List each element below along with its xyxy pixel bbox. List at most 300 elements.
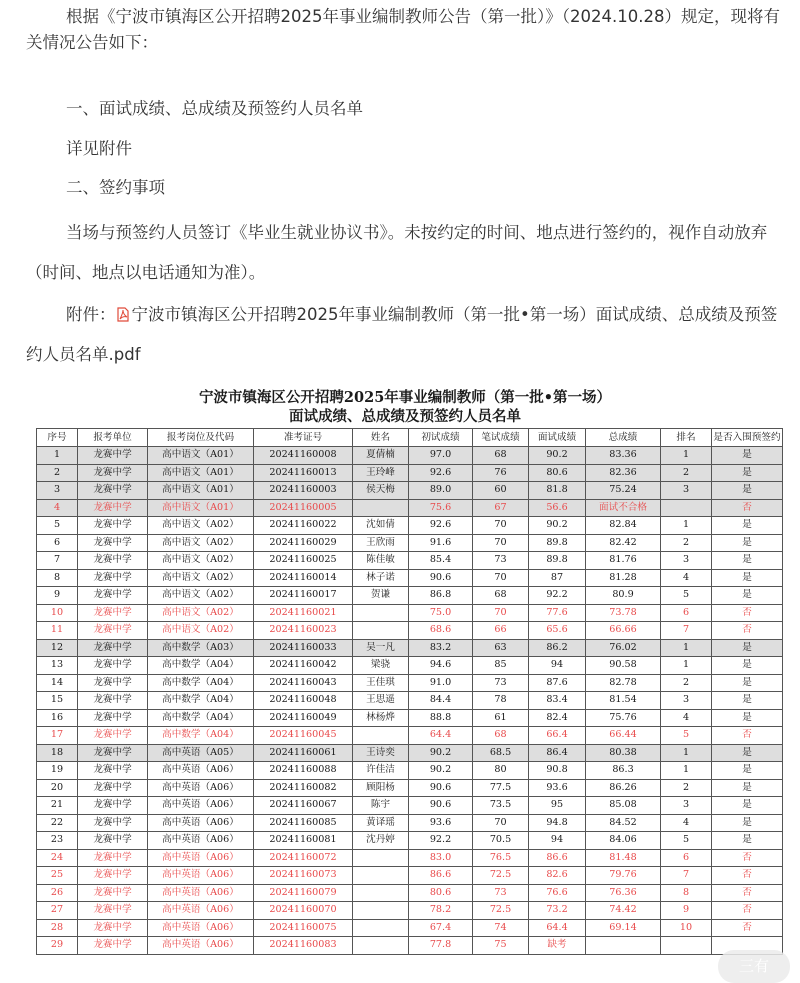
table-cell xyxy=(353,919,409,937)
table-cell: 是 xyxy=(712,692,783,710)
table-cell: 龙赛中学 xyxy=(78,762,148,780)
table-cell: 高中英语（A06） xyxy=(148,884,254,902)
table-cell: 83.36 xyxy=(586,447,661,465)
attachment-paragraph xyxy=(26,295,780,375)
table-cell: 高中英语（A06） xyxy=(148,919,254,937)
table-cell: 92.2 xyxy=(529,587,586,605)
table-cell: 龙赛中学 xyxy=(78,919,148,937)
table-cell: 4 xyxy=(661,709,712,727)
table-cell: 90.8 xyxy=(529,762,586,780)
table-row xyxy=(37,517,783,535)
table-cell: 86.2 xyxy=(529,639,586,657)
table-cell: 80.6 xyxy=(529,464,586,482)
table-cell: 6 xyxy=(661,604,712,622)
table-cell: 否 xyxy=(712,727,783,745)
table-cell: 69.14 xyxy=(586,919,661,937)
table-cell: 64.4 xyxy=(409,727,473,745)
table-cell: 91.0 xyxy=(409,674,473,692)
column-header: 面试成绩 xyxy=(529,429,586,447)
table-cell: 91.6 xyxy=(409,534,473,552)
table-cell: 高中数学（A04） xyxy=(148,709,254,727)
table-cell: 73.5 xyxy=(473,797,529,815)
table-cell: 81.8 xyxy=(529,482,586,500)
table-row xyxy=(37,779,783,797)
table-cell: 90.2 xyxy=(529,517,586,535)
table-cell: 70 xyxy=(473,569,529,587)
table-cell: 20241160073 xyxy=(254,867,353,885)
watermark: 三有 xyxy=(718,950,790,983)
table-cell: 73 xyxy=(473,884,529,902)
table-cell: 3 xyxy=(661,692,712,710)
table-row xyxy=(37,604,783,622)
table-cell: 20241160067 xyxy=(254,797,353,815)
table-cell: 龙赛中学 xyxy=(78,884,148,902)
table-cell xyxy=(353,499,409,517)
column-header: 总成绩 xyxy=(586,429,661,447)
table-cell: 高中英语（A06） xyxy=(148,867,254,885)
table-row xyxy=(37,447,783,465)
table-cell: 龙赛中学 xyxy=(78,849,148,867)
table-row xyxy=(37,639,783,657)
table-cell: 76.5 xyxy=(473,849,529,867)
table-row xyxy=(37,919,783,937)
document-subtitle: 面试成绩、总成绩及预签约人员名单 xyxy=(289,408,521,425)
table-cell: 16 xyxy=(37,709,78,727)
table-row xyxy=(37,867,783,885)
table-row xyxy=(37,464,783,482)
section-heading-2: 二、签约事项 xyxy=(66,178,165,197)
column-header: 排名 xyxy=(661,429,712,447)
column-header: 报考单位 xyxy=(78,429,148,447)
table-cell: 81.76 xyxy=(586,552,661,570)
table-cell: 2 xyxy=(661,674,712,692)
table-cell: 高中英语（A06） xyxy=(148,832,254,850)
table-row xyxy=(37,744,783,762)
table-cell: 86.8 xyxy=(409,587,473,605)
table-cell xyxy=(353,604,409,622)
table-cell: 是 xyxy=(712,779,783,797)
table-cell: 64.4 xyxy=(529,919,586,937)
table-cell: 83.2 xyxy=(409,639,473,657)
table-row xyxy=(37,657,783,675)
table-cell: 20241160061 xyxy=(254,744,353,762)
table-cell: 63 xyxy=(473,639,529,657)
table-cell: 94 xyxy=(529,657,586,675)
intro-paragraph: 根据《宁波市镇海区公开招聘2025年事业编制教师公告（第一批）》（2024.10.28）规定，现将有关情况公告如下： xyxy=(26,7,780,52)
table-cell: 90.2 xyxy=(529,447,586,465)
table-cell: 9 xyxy=(37,587,78,605)
table-cell: 龙赛中学 xyxy=(78,657,148,675)
table-cell: 20241160070 xyxy=(254,902,353,920)
table-cell: 66 xyxy=(473,622,529,640)
details-paragraph: 详见附件 xyxy=(66,139,132,158)
table-cell: 是 xyxy=(712,569,783,587)
table-cell: 90.6 xyxy=(409,779,473,797)
table-cell: 是 xyxy=(712,744,783,762)
table-cell: 龙赛中学 xyxy=(78,552,148,570)
table-cell: 夏倩楠 xyxy=(353,447,409,465)
table-row xyxy=(37,534,783,552)
table-cell: 1 xyxy=(661,762,712,780)
table-row xyxy=(37,482,783,500)
table-cell: 5 xyxy=(661,832,712,850)
table-cell: 73.78 xyxy=(586,604,661,622)
table-cell: 是 xyxy=(712,674,783,692)
table-cell: 84.4 xyxy=(409,692,473,710)
table-cell: 7 xyxy=(37,552,78,570)
table-cell: 90.2 xyxy=(409,762,473,780)
table-cell: 66.4 xyxy=(529,727,586,745)
table-cell: 20241160048 xyxy=(254,692,353,710)
table-cell: 66.44 xyxy=(586,727,661,745)
table-cell: 20241160008 xyxy=(254,447,353,465)
table-cell: 8 xyxy=(37,569,78,587)
table-cell: 王玲峰 xyxy=(353,464,409,482)
table-cell: 龙赛中学 xyxy=(78,727,148,745)
table-cell: 20 xyxy=(37,779,78,797)
table-cell: 20241160005 xyxy=(254,499,353,517)
table-cell: 14 xyxy=(37,674,78,692)
table-cell: 是 xyxy=(712,832,783,850)
table-cell: 高中数学（A04） xyxy=(148,657,254,675)
attachment-pdf-link[interactable]: 宁波市镇海区公开招聘2025年事业编制教师（第一批•第一场）面试成绩、总成绩及预签约人员名单.pdf xyxy=(26,305,778,364)
table-cell: 26 xyxy=(37,884,78,902)
table-row xyxy=(37,902,783,920)
table-cell: 是 xyxy=(712,464,783,482)
table-cell: 龙赛中学 xyxy=(78,692,148,710)
table-cell: 1 xyxy=(661,447,712,465)
table-cell: 林子诺 xyxy=(353,569,409,587)
table-cell: 20241160014 xyxy=(254,569,353,587)
table-cell: 黄译瑶 xyxy=(353,814,409,832)
table-row xyxy=(37,674,783,692)
table-cell xyxy=(586,937,661,955)
table-cell: 75.6 xyxy=(409,499,473,517)
table-row xyxy=(37,569,783,587)
table-cell: 28 xyxy=(37,919,78,937)
table-cell: 84.52 xyxy=(586,814,661,832)
table-cell: 龙赛中学 xyxy=(78,797,148,815)
table-cell: 否 xyxy=(712,499,783,517)
table-row xyxy=(37,814,783,832)
table-cell: 缺考 xyxy=(529,937,586,955)
table-cell xyxy=(353,884,409,902)
table-cell: 74 xyxy=(473,919,529,937)
table-cell: 3 xyxy=(661,797,712,815)
table-cell: 70.5 xyxy=(473,832,529,850)
table-cell: 5 xyxy=(37,517,78,535)
table-cell: 龙赛中学 xyxy=(78,499,148,517)
table-cell: 66.66 xyxy=(586,622,661,640)
table-cell: 86.6 xyxy=(409,867,473,885)
table-cell: 5 xyxy=(661,587,712,605)
table-cell: 高中英语（A06） xyxy=(148,849,254,867)
table-row xyxy=(37,797,783,815)
table-cell: 高中语文（A01） xyxy=(148,464,254,482)
table-cell: 3 xyxy=(661,482,712,500)
table-cell: 高中语文（A01） xyxy=(148,482,254,500)
table-cell: 76.36 xyxy=(586,884,661,902)
table-cell: 龙赛中学 xyxy=(78,832,148,850)
column-header: 姓名 xyxy=(353,429,409,447)
table-cell: 是 xyxy=(712,552,783,570)
table-row xyxy=(37,762,783,780)
table-cell: 6 xyxy=(661,849,712,867)
table-cell: 3 xyxy=(661,552,712,570)
table-cell: 74.42 xyxy=(586,902,661,920)
table-cell xyxy=(353,727,409,745)
table-cell: 82.6 xyxy=(529,867,586,885)
table-cell: 83.0 xyxy=(409,849,473,867)
table-cell: 20241160043 xyxy=(254,674,353,692)
table-body xyxy=(37,447,783,955)
table-cell: 高中数学（A04） xyxy=(148,727,254,745)
table-cell: 20241160085 xyxy=(254,814,353,832)
table-cell: 94 xyxy=(529,832,586,850)
table-cell: 20241160083 xyxy=(254,937,353,955)
table-cell: 高中英语（A06） xyxy=(148,779,254,797)
table-cell: 90.58 xyxy=(586,657,661,675)
table-cell: 龙赛中学 xyxy=(78,447,148,465)
column-header: 准考证号 xyxy=(254,429,353,447)
table-cell: 10 xyxy=(661,919,712,937)
table-cell: 11 xyxy=(37,622,78,640)
table-cell: 82.42 xyxy=(586,534,661,552)
table-cell: 76 xyxy=(473,464,529,482)
table-cell: 82.36 xyxy=(586,464,661,482)
table-row xyxy=(37,832,783,850)
table-cell: 王欣雨 xyxy=(353,534,409,552)
table-cell: 梁骁 xyxy=(353,657,409,675)
table-cell: 75.24 xyxy=(586,482,661,500)
table-cell: 65.6 xyxy=(529,622,586,640)
table-cell: 2 xyxy=(661,534,712,552)
table-row xyxy=(37,552,783,570)
table-cell: 68 xyxy=(473,587,529,605)
table-cell: 否 xyxy=(712,604,783,622)
table-row xyxy=(37,884,783,902)
table-cell: 20241160088 xyxy=(254,762,353,780)
table-cell: 2 xyxy=(37,464,78,482)
table-cell: 90.2 xyxy=(409,744,473,762)
table-cell: 2 xyxy=(661,464,712,482)
table-cell: 龙赛中学 xyxy=(78,639,148,657)
table-cell: 高中英语（A06） xyxy=(148,814,254,832)
table-cell: 95 xyxy=(529,797,586,815)
column-header: 笔试成绩 xyxy=(473,429,529,447)
table-cell: 13 xyxy=(37,657,78,675)
table-cell: 陈宇 xyxy=(353,797,409,815)
table-cell: 81.28 xyxy=(586,569,661,587)
table-cell: 高中语文（A02） xyxy=(148,517,254,535)
table-cell: 高中语文（A02） xyxy=(148,604,254,622)
table-cell: 5 xyxy=(661,727,712,745)
table-cell: 10 xyxy=(37,604,78,622)
table-cell: 77.6 xyxy=(529,604,586,622)
table-cell: 81.48 xyxy=(586,849,661,867)
table-cell: 70 xyxy=(473,604,529,622)
table-cell: 68 xyxy=(473,727,529,745)
table-cell: 否 xyxy=(712,849,783,867)
table-cell: 86.6 xyxy=(529,849,586,867)
score-table xyxy=(36,428,783,955)
table-cell: 75.0 xyxy=(409,604,473,622)
table-cell: 78 xyxy=(473,692,529,710)
table-row xyxy=(37,849,783,867)
table-cell xyxy=(661,937,712,955)
table-cell: 72.5 xyxy=(473,902,529,920)
table-row xyxy=(37,727,783,745)
table-cell xyxy=(353,902,409,920)
table-cell: 8 xyxy=(661,884,712,902)
table-cell: 92.6 xyxy=(409,517,473,535)
table-cell: 龙赛中学 xyxy=(78,674,148,692)
table-cell: 89.8 xyxy=(529,534,586,552)
table-cell: 陈佳敏 xyxy=(353,552,409,570)
table-cell: 89.0 xyxy=(409,482,473,500)
table-cell: 龙赛中学 xyxy=(78,814,148,832)
table-cell: 76.02 xyxy=(586,639,661,657)
table-cell: 20241160045 xyxy=(254,727,353,745)
table-cell: 高中语文（A01） xyxy=(148,499,254,517)
table-cell: 龙赛中学 xyxy=(78,937,148,955)
table-cell: 20241160029 xyxy=(254,534,353,552)
table-cell: 24 xyxy=(37,849,78,867)
table-cell: 高中数学（A04） xyxy=(148,692,254,710)
table-cell: 94.8 xyxy=(529,814,586,832)
table-cell: 4 xyxy=(37,499,78,517)
table-cell: 68.5 xyxy=(473,744,529,762)
table-cell: 23 xyxy=(37,832,78,850)
table-cell: 王佳琪 xyxy=(353,674,409,692)
table-cell: 高中数学（A03） xyxy=(148,639,254,657)
table-cell: 89.8 xyxy=(529,552,586,570)
table-cell: 1 xyxy=(661,657,712,675)
table-cell: 20241160042 xyxy=(254,657,353,675)
table-cell: 侯天梅 xyxy=(353,482,409,500)
table-cell: 20241160081 xyxy=(254,832,353,850)
table-cell: 93.6 xyxy=(409,814,473,832)
table-cell: 龙赛中学 xyxy=(78,744,148,762)
table-cell: 高中英语（A06） xyxy=(148,937,254,955)
table-cell: 77.8 xyxy=(409,937,473,955)
document-title: 宁波市镇海区公开招聘2025年事业编制教师（第一批•第一场） xyxy=(198,389,612,406)
table-cell: 70 xyxy=(473,517,529,535)
table-cell: 是 xyxy=(712,797,783,815)
table-cell: 60 xyxy=(473,482,529,500)
table-cell: 61 xyxy=(473,709,529,727)
table-cell: 97.0 xyxy=(409,447,473,465)
table-cell: 6 xyxy=(37,534,78,552)
table-cell: 否 xyxy=(712,884,783,902)
table-cell: 56.6 xyxy=(529,499,586,517)
table-cell: 20241160022 xyxy=(254,517,353,535)
table-cell: 67.4 xyxy=(409,919,473,937)
table-cell: 12 xyxy=(37,639,78,657)
table-cell: 19 xyxy=(37,762,78,780)
table-cell: 是 xyxy=(712,762,783,780)
table-cell: 龙赛中学 xyxy=(78,867,148,885)
table-cell: 85.4 xyxy=(409,552,473,570)
table-cell: 20241160021 xyxy=(254,604,353,622)
table-cell: 94.6 xyxy=(409,657,473,675)
table-cell: 否 xyxy=(712,919,783,937)
table-cell: 86.3 xyxy=(586,762,661,780)
table-cell: 82.84 xyxy=(586,517,661,535)
table-cell: 1 xyxy=(661,744,712,762)
table-cell: 72.5 xyxy=(473,867,529,885)
table-cell: 龙赛中学 xyxy=(78,604,148,622)
table-cell: 4 xyxy=(661,569,712,587)
table-cell: 龙赛中学 xyxy=(78,587,148,605)
section-heading-1: 一、面试成绩、总成绩及预签约人员名单 xyxy=(66,99,363,118)
table-cell: 是 xyxy=(712,447,783,465)
table-cell: 贺谦 xyxy=(353,587,409,605)
table-cell: 70 xyxy=(473,534,529,552)
table-cell: 87 xyxy=(529,569,586,587)
table-cell: 9 xyxy=(661,902,712,920)
attachment-label: 附件： xyxy=(66,305,116,324)
table-cell: 高中语文（A02） xyxy=(148,622,254,640)
table-cell: 2 xyxy=(661,779,712,797)
table-cell xyxy=(353,867,409,885)
table-cell: 7 xyxy=(661,622,712,640)
table-cell: 78.2 xyxy=(409,902,473,920)
table-cell: 龙赛中学 xyxy=(78,534,148,552)
table-cell: 20241160079 xyxy=(254,884,353,902)
table-cell: 4 xyxy=(661,814,712,832)
table-cell: 90.6 xyxy=(409,797,473,815)
table-cell: 高中英语（A06） xyxy=(148,762,254,780)
table-cell: 73 xyxy=(473,674,529,692)
table-cell: 81.54 xyxy=(586,692,661,710)
table-cell: 沈丹婷 xyxy=(353,832,409,850)
table-cell: 龙赛中学 xyxy=(78,622,148,640)
table-cell: 67 xyxy=(473,499,529,517)
table-cell: 85.08 xyxy=(586,797,661,815)
table-cell: 1 xyxy=(661,639,712,657)
table-cell: 是 xyxy=(712,587,783,605)
table-cell: 吴一凡 xyxy=(353,639,409,657)
table-cell: 高中语文（A02） xyxy=(148,587,254,605)
pdf-icon xyxy=(116,307,130,322)
table-cell: 83.4 xyxy=(529,692,586,710)
table-cell xyxy=(353,849,409,867)
table-cell: 高中数学（A04） xyxy=(148,674,254,692)
table-cell: 18 xyxy=(37,744,78,762)
table-cell: 龙赛中学 xyxy=(78,464,148,482)
table-cell: 25 xyxy=(37,867,78,885)
table-cell: 高中英语（A05） xyxy=(148,744,254,762)
table-cell: 70 xyxy=(473,814,529,832)
table-cell: 68.6 xyxy=(409,622,473,640)
table-cell: 80 xyxy=(473,762,529,780)
table-cell: 90.6 xyxy=(409,569,473,587)
table-cell: 林杨烨 xyxy=(353,709,409,727)
table-cell: 20241160082 xyxy=(254,779,353,797)
table-cell: 73.2 xyxy=(529,902,586,920)
table-cell: 顾阳杨 xyxy=(353,779,409,797)
table-cell: 75.76 xyxy=(586,709,661,727)
table-cell: 21 xyxy=(37,797,78,815)
table-cell: 高中英语（A06） xyxy=(148,902,254,920)
table-cell: 82.78 xyxy=(586,674,661,692)
table-cell: 76.6 xyxy=(529,884,586,902)
table-row xyxy=(37,587,783,605)
table-cell: 高中英语（A06） xyxy=(148,797,254,815)
table-cell: 27 xyxy=(37,902,78,920)
table-cell: 是 xyxy=(712,709,783,727)
